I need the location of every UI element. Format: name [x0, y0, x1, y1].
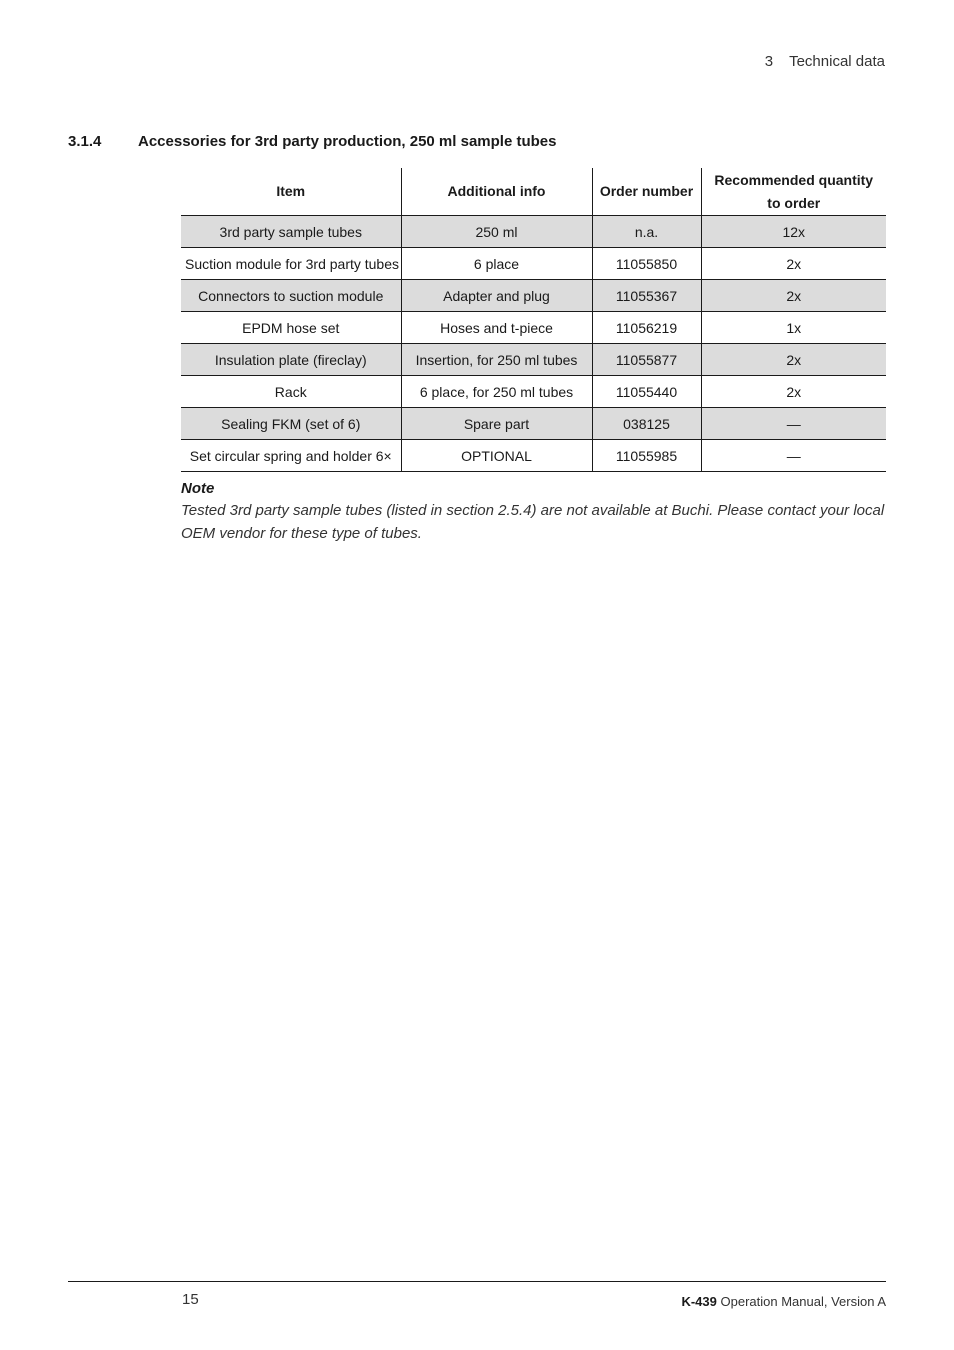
cell-additional-info: Hoses and t-piece: [401, 312, 592, 344]
cell-additional-info: 250 ml: [401, 216, 592, 248]
cell-quantity: 2x: [701, 280, 886, 312]
cell-item: Sealing FKM (set of 6): [181, 408, 401, 440]
model-name: K-439: [681, 1294, 717, 1309]
table-row: [181, 440, 886, 472]
cell-order-number: 11055440: [592, 376, 701, 408]
accessories-table: [181, 168, 886, 472]
cell-order-number: 11055985: [592, 440, 701, 472]
chapter-title: Technical data: [789, 53, 885, 70]
table-row: [181, 248, 886, 280]
table-row: [181, 344, 886, 376]
cell-quantity: —: [701, 440, 886, 472]
cell-item: Connectors to suction module: [181, 280, 401, 312]
table-header-row: [181, 168, 886, 216]
note-title: Note: [181, 480, 215, 497]
cell-order-number: 11055850: [592, 248, 701, 280]
column-header-item: Item: [181, 168, 401, 216]
note-text: Tested 3rd party sample tubes (listed in section 2.5.4) are not available at Buchi. Please contact your local OEM vendor for these type of tubes.: [181, 502, 885, 542]
table-row: [181, 408, 886, 440]
cell-item: EPDM hose set: [181, 312, 401, 344]
cell-item: Insulation plate (fireclay): [181, 344, 401, 376]
cell-additional-info: OPTIONAL: [401, 440, 592, 472]
cell-order-number: 038125: [592, 408, 701, 440]
cell-order-number: 11056219: [592, 312, 701, 344]
column-header-additional-info: Additional info: [401, 168, 592, 216]
page-number: 15: [182, 1291, 199, 1308]
section-number: 3.1.4: [68, 133, 102, 150]
cell-quantity: 2x: [701, 248, 886, 280]
cell-item: 3rd party sample tubes: [181, 216, 401, 248]
cell-additional-info: Adapter and plug: [401, 280, 592, 312]
table-row: [181, 216, 886, 248]
cell-additional-info: Insertion, for 250 ml tubes: [401, 344, 592, 376]
cell-additional-info: 6 place, for 250 ml tubes: [401, 376, 592, 408]
footer-divider: [68, 1281, 886, 1282]
running-header: [765, 53, 885, 70]
cell-item: Rack: [181, 376, 401, 408]
cell-order-number: 11055877: [592, 344, 701, 376]
note-block: [181, 480, 891, 545]
column-header-recommended-quantity: Recommended quantity to order: [701, 168, 886, 216]
cell-quantity: 1x: [701, 312, 886, 344]
cell-order-number: n.a.: [592, 216, 701, 248]
table-row: [181, 312, 886, 344]
cell-additional-info: Spare part: [401, 408, 592, 440]
footer-manual-title: [681, 1294, 886, 1309]
cell-quantity: —: [701, 408, 886, 440]
cell-order-number: 11055367: [592, 280, 701, 312]
cell-quantity: 2x: [701, 376, 886, 408]
table-row: [181, 280, 886, 312]
section-title: Accessories for 3rd party production, 250 ml sample tubes: [138, 133, 557, 150]
manual-version: Operation Manual, Version A: [720, 1294, 886, 1309]
cell-item: Set circular spring and holder 6×: [181, 440, 401, 472]
column-header-order-number: Order number: [592, 168, 701, 216]
section-heading: [68, 133, 556, 150]
cell-quantity: 2x: [701, 344, 886, 376]
cell-item: Suction module for 3rd party tubes: [181, 248, 401, 280]
table-row: [181, 376, 886, 408]
chapter-number: 3: [764, 53, 774, 70]
cell-additional-info: 6 place: [401, 248, 592, 280]
cell-quantity: 12x: [701, 216, 886, 248]
